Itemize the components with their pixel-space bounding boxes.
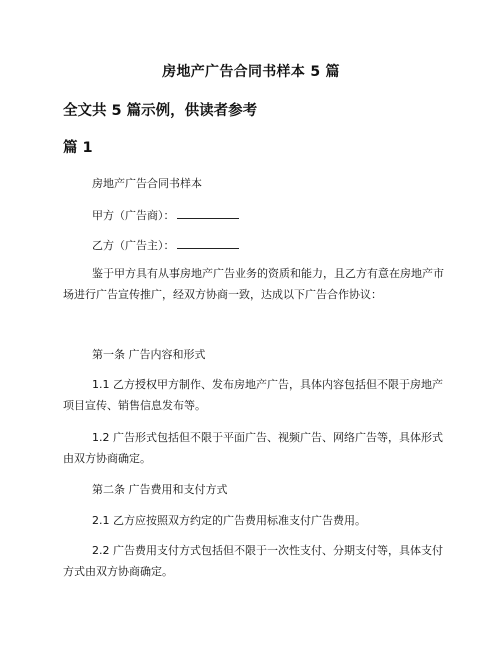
party-b-line [63, 235, 445, 256]
section-heading: 篇 1 [63, 140, 93, 156]
article-2-clause-2-text: 2.2 广告费用支付方式包括但不限于一次性支付、分期支付等，具体支付方式由双方协商确定。 [63, 544, 443, 578]
article-2-clause-2 [63, 540, 445, 582]
party-a-line [63, 205, 445, 226]
contract-heading-text: 房地产广告合同书样本 [92, 177, 202, 190]
document-subtitle: 全文共 5 篇示例，供读者参考 [63, 103, 258, 119]
party-a-label: 甲方（广告商）： [92, 209, 175, 222]
article-1-title-text: 第一条 广告内容和形式 [92, 348, 206, 361]
party-b-blank [177, 236, 239, 249]
party-a-blank [177, 206, 239, 219]
document-title: 房地产广告合同书样本 5 篇 [162, 64, 340, 80]
contract-heading [63, 173, 445, 194]
article-1-title [63, 344, 445, 365]
article-1-clause-2 [63, 427, 445, 469]
intro-text: 鉴于甲方具有从事房地产广告业务的资质和能力，且乙方有意在房地产市场进行广告宣传推广，经双方协商一致，达成以下广告合作协议： [63, 267, 444, 301]
article-2-clause-1-text: 2.1 乙方应按照双方约定的广告费用标准支付广告费用。 [92, 514, 366, 527]
party-b-label: 乙方（广告主）： [92, 239, 175, 252]
article-2-clause-1 [63, 510, 445, 531]
article-1-clause-1 [63, 374, 445, 416]
intro-paragraph [63, 263, 445, 305]
article-2-title [63, 479, 445, 500]
article-1-clause-2-text: 1.2 广告形式包括但不限于平面广告、视频广告、网络广告等，具体形式由双方协商确定。 [63, 431, 443, 465]
article-2-title-text: 第二条 广告费用和支付方式 [92, 483, 228, 496]
article-1-clause-1-text: 1.1 乙方授权甲方制作、发布房地产广告，具体内容包括但不限于房地产项目宣传、销售信息发布等。 [63, 378, 443, 412]
